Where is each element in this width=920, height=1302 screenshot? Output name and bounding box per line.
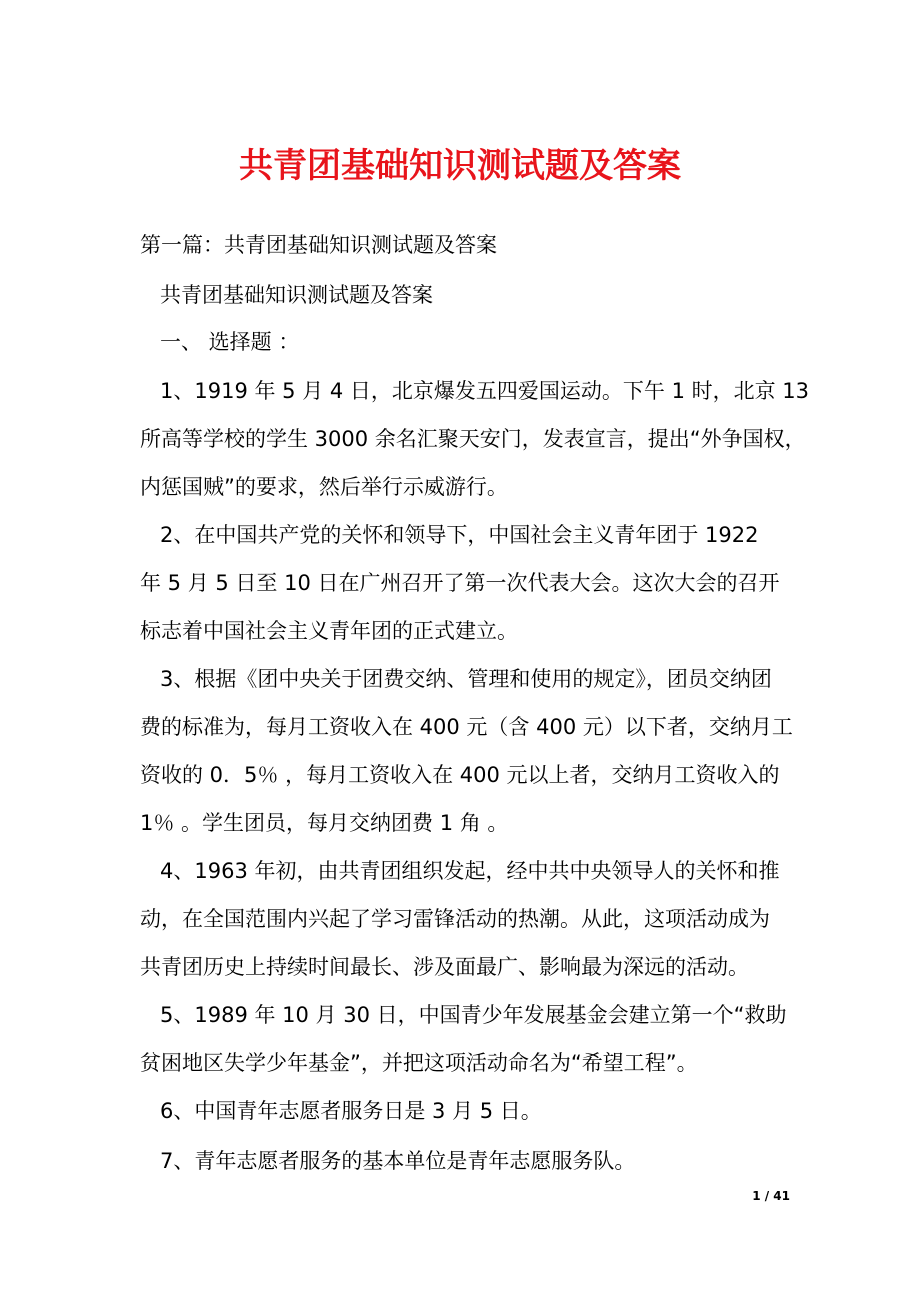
paragraph-line: 年 5 月 5 日至 10 日在广州召开了第一次代表大会。这次大会的召开 [140, 571, 780, 595]
paragraph-line: 2、在中国共产党的关怀和领导下，中国社会主义青年团于 1922 [160, 523, 759, 547]
paragraph-line: 贫困地区失学少年基金”，并把这项活动命名为“希望工程”。 [140, 1051, 698, 1075]
paragraph-line: 4、1963 年初，由共青团组织发起，经中共中央领导人的关怀和推 [160, 859, 780, 883]
paragraph-line: 内惩国贼”的要求，然后举行示威游行。 [140, 475, 508, 499]
paragraph-line: 标志着中国社会主义青年团的正式建立。 [140, 619, 518, 643]
document-title: 共青团基础知识测试题及答案 [239, 146, 681, 186]
page-number: 1 / 41 [752, 1189, 790, 1203]
paragraph-line: 1％ 。学生团员，每月交纳团费 1 角 。 [140, 811, 509, 835]
paragraph-line: 共青团历史上持续时间最长、涉及面最广、影响最为深远的活动。 [140, 955, 749, 979]
document-heading: 第一篇：共青团基础知识测试题及答案 [140, 233, 497, 257]
section-heading: 一、 选择题 ： [160, 330, 300, 354]
paragraph-line: 1、1919 年 5 月 4 日，北京爆发五四爱国运动。下午 1 时，北京 13 [160, 379, 810, 403]
paragraph-line: 7、青年志愿者服务的基本单位是青年志愿服务队。 [160, 1149, 636, 1173]
paragraph-line: 5、1989 年 10 月 30 日，中国青少年发展基金会建立第一个“救助 [160, 1003, 787, 1027]
paragraph-line: 费的标准为，每月工资收入在 400 元（含 400 元）以下者，交纳月工 [140, 715, 793, 739]
paragraph-line: 动，在全国范围内兴起了学习雷锋活动的热潮。从此，这项活动成为 [140, 907, 770, 931]
paragraph-line: 6、中国青年志愿者服务日是 3 月 5 日。 [160, 1099, 542, 1123]
document-subtitle: 共青团基础知识测试题及答案 [160, 283, 433, 307]
paragraph-line: 所高等学校的学生 3000 余名汇聚天安门，发表宣言，提出“外争国权， [140, 427, 806, 451]
paragraph-line: 3、根据《团中央关于团费交纳、管理和使用的规定》，团员交纳团 [160, 667, 772, 691]
paragraph-line: 资收的 0．5％ ，每月工资收入在 400 元以上者，交纳月工资收入的 [140, 763, 780, 787]
